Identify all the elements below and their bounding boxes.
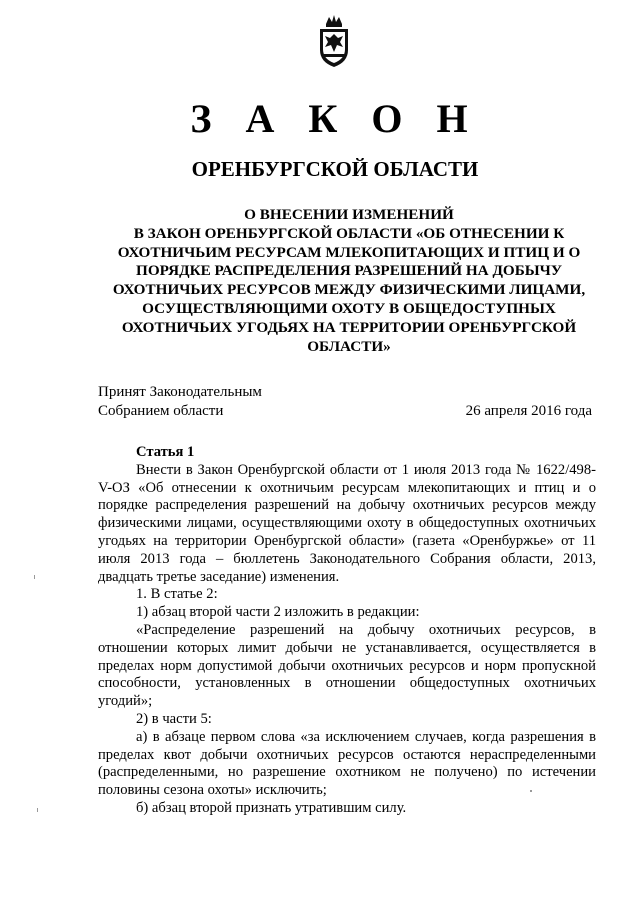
law-title-line: В ЗАКОН ОРЕНБУРГСКОЙ ОБЛАСТИ «ОБ ОТНЕСЕНИИ К [133,224,565,242]
paragraph: Внести в Закон Оренбургской области от 1 июля 2013 года № 1622/498-V-ОЗ «Об отнесении к охотничьим ресурсам млекопитающих и птиц и о порядке распределения разрешений на добычу охотничьих ресурсов между физическими лицами, осуществляющими охоту в общедоступных охотничьих угодьях на территории Оренбургской области» (газета «Оренбуржье» от 11 июля 2013 года – бюллетень Законодательного Собрания области, 2013, двадцать третье заседание) изменения. [98,461,596,585]
article-heading: Статья 1 [136,444,195,460]
scan-speck [34,575,35,579]
law-title [110,206,588,356]
scan-speck [530,790,532,792]
adoption-line: Принят Законодательным [98,384,262,400]
law-title-line: ПОРЯДКЕ РАСПРЕДЕЛЕНИЯ РАЗРЕШЕНИЙ НА ДОБЫЧУ [136,262,562,280]
paragraph: 2) в части 5: [136,710,212,727]
adoption-date: 26 апреля 2016 года [465,403,592,419]
document-body [98,444,596,818]
law-title-line: ОСУЩЕСТВЛЯЮЩИМИ ОХОТУ В ОБЩЕДОСТУПНЫХ [142,299,556,317]
law-title-line: ОХОТНИЧЬИХ УГОДЬЯХ НА ТЕРРИТОРИИ ОРЕНБУРГСКОЙ [121,318,577,336]
document-region: ОРЕНБУРГСКОЙ ОБЛАСТИ [191,157,479,181]
adoption-info [98,383,398,421]
paragraph: б) абзац второй признать утратившим силу. [136,799,407,816]
paragraph: 1) абзац второй части 2 изложить в редакции: [136,604,420,621]
law-title-line: ОБЛАСТИ» [307,337,391,355]
law-title-line: ОХОТНИЧЬИХ РЕСУРСОВ МЕЖДУ ФИЗИЧЕСКИМИ ЛИЦАМИ, [112,281,586,299]
paragraph: «Распределение разрешений на добычу охотничьих ресурсов, в отношении которых лимит добычи не устанавливается, осуществляется в пределах норм допустимой добычи охотничьих ресурсов и норм пропускной способности, установленных в отношении общедоступных охотничьих угодий»; [98,621,596,710]
scan-speck [37,808,38,812]
law-title-line: О ВНЕСЕНИИ ИЗМЕНЕНИЙ [244,206,454,223]
coat-of-arms-icon [316,14,352,68]
document-title: З А К О Н [190,96,480,141]
adoption-line: Собранием области [98,403,224,419]
paragraph: а) в абзаце первом слова «за исключением случаев, когда разрешения в пределах квот добычи охотничьих ресурсов остаются нераспределенными (распределенными, но разрешение охотником не получено) по истечении половины сезона охоты» исключить; [98,728,596,799]
paragraph: 1. В статье 2: [136,586,218,603]
law-title-line: ОХОТНИЧЬИМ РЕСУРСАМ МЛЕКОПИТАЮЩИХ И ПТИЦ И О [117,243,581,261]
